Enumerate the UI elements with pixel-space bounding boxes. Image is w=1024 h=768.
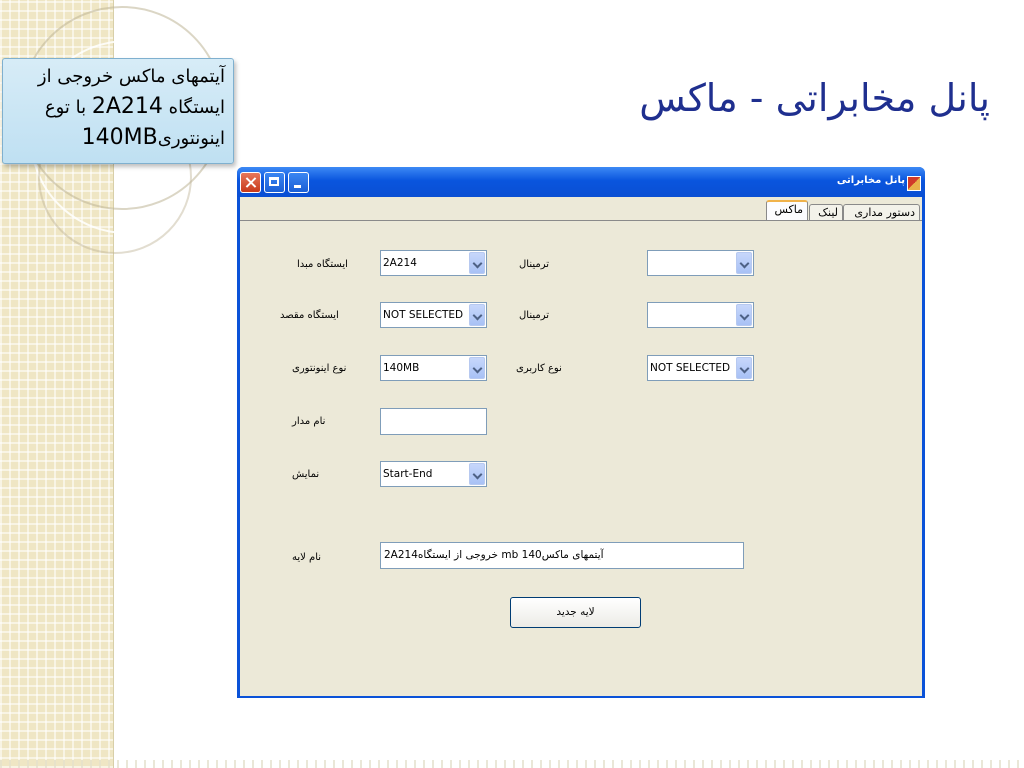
origin-station-value: 2A214 [383,257,417,269]
layer-name-input[interactable]: آیتمهای ماکس140 mb خروجی از ایستگاه2A214 [380,542,744,569]
terminal-label: ترمینال [519,259,550,270]
usage-type-select[interactable] [647,355,754,381]
app-window [237,167,925,698]
tab-mux[interactable]: ماکس [766,200,808,221]
chevron-down-icon[interactable] [469,304,485,326]
tab-link[interactable]: لینک [809,204,843,220]
origin-station-select[interactable] [380,250,487,276]
terminal-label: ترمینال [519,310,550,321]
note-text: اینونتوری [157,128,225,149]
display-label: نمایش [292,469,320,480]
close-icon[interactable] [240,172,261,193]
display-select[interactable] [380,461,487,487]
minimize-icon[interactable] [288,172,309,193]
circuit-name-label: نام مدار [292,416,326,427]
note-text: آیتمهای ماکس خروجی از [37,66,225,87]
inventory-type-select[interactable] [380,355,487,381]
note-line-2 [11,92,225,123]
note-line-1 [11,62,225,92]
chevron-down-icon[interactable] [469,252,485,274]
layer-name-label: نام لایه [292,552,322,563]
inventory-type-label: نوع اینونتوری [292,363,347,374]
note-inventory-code: 140MB [81,125,158,150]
note-callout [2,58,234,164]
note-text: ایستگاه [168,97,225,118]
window-titlebar[interactable] [237,167,925,197]
maximize-icon[interactable] [264,172,285,193]
usage-type-value: NOT SELECTED [650,362,731,374]
new-layer-button[interactable]: لایه جدید [510,597,641,628]
destination-station-label: ایستگاه مقصد [280,310,339,321]
circuit-name-input[interactable] [380,408,487,435]
chevron-down-icon[interactable] [736,357,752,379]
destination-station-select[interactable] [380,302,487,328]
window-title: پانل مخابراتی [836,175,905,186]
destination-station-value: NOT SELECTED [383,309,464,321]
terminal-select-2[interactable] [647,302,754,328]
chevron-down-icon[interactable] [736,304,752,326]
chevron-down-icon[interactable] [469,357,485,379]
tab-circuit-order[interactable]: دستور مداری [843,204,920,220]
window-client [240,197,922,695]
decorative-bottom-dots [0,760,1024,768]
display-value: Start-End [383,468,433,480]
usage-type-label: نوع کاربری [516,363,562,374]
tab-strip [240,197,922,221]
terminal-select-1[interactable] [647,250,754,276]
note-text: با توع [44,97,87,118]
chevron-down-icon[interactable] [469,463,485,485]
note-line-3 [11,123,225,154]
slide-title: پانل مخابراتی - ماکس [639,76,990,120]
origin-station-label: ایستگاه مبدا [297,259,348,270]
app-icon [907,176,921,191]
tab-panel-mux [240,220,922,696]
chevron-down-icon[interactable] [736,252,752,274]
inventory-type-value: 140MB [383,362,420,374]
note-station-code: 2A214 [91,94,163,119]
